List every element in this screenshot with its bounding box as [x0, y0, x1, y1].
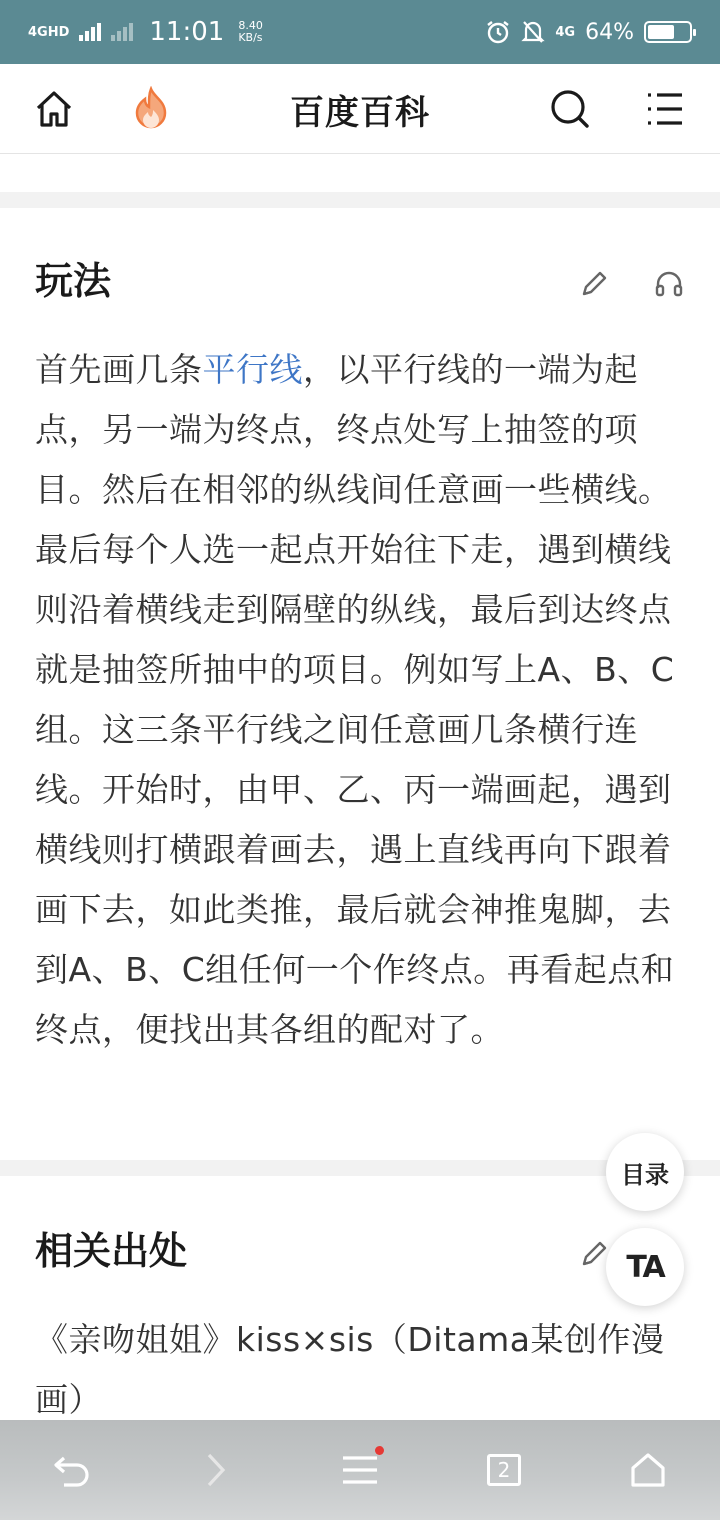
tabs-button[interactable] [468, 1434, 540, 1506]
search-icon[interactable] [547, 86, 593, 132]
clock: 11:01 [149, 17, 225, 47]
alarm-icon [485, 19, 511, 45]
battery-percent: 64% [585, 19, 634, 45]
section-divider [0, 192, 720, 208]
back-button[interactable] [36, 1434, 108, 1506]
hot-flame-icon[interactable] [128, 86, 174, 132]
tab-count-badge: 2 [487, 1454, 521, 1486]
ta-button[interactable]: TA [606, 1228, 684, 1306]
section-title-source: 相关出处 [35, 1229, 188, 1273]
section-text-source: 《亲吻姐姐》kiss×sis（Ditama某创作漫画） [35, 1320, 665, 1419]
status-bar [0, 0, 720, 64]
bottom-navigation [0, 1420, 720, 1520]
signal-icon [79, 23, 101, 41]
home-outline-icon [629, 1452, 667, 1488]
forward-button[interactable] [180, 1434, 252, 1506]
signal-icon-secondary [111, 23, 133, 41]
section-title-play: 玩法 [35, 259, 112, 303]
home-icon[interactable] [31, 86, 77, 132]
section-text-play: 首先画几条平行线，以平行线的一端为起点，另一端为终点，终点处写上抽签的项目。然后在相邻的纵线间任意画一些横线。最后每个人选一起点开始往下走，遇到横线则沿着横线走到隔壁的纵线，最后到达终点就是抽签所抽中的项目。例如写上A、B、C组。这三条平行线之间任意画几条横行连线。开始时，由甲、乙、丙一端画起，遇到横线则打横跟着画去，遇上直线再向下跟着画下去，如此类推，最后就会神推鬼脚，去到A、B、C组任何一个作终点。再看起点和终点，便找出其各组的配对了。 [35, 350, 675, 1049]
toc-button[interactable]: 目录 [606, 1133, 684, 1211]
page-title: 百度百科 [290, 92, 430, 133]
back-arrow-icon [52, 1452, 92, 1488]
edit-pencil-icon[interactable] [578, 266, 612, 300]
network-type: 4GHD [28, 24, 70, 40]
headphones-icon[interactable] [652, 266, 686, 300]
home-nav-button[interactable] [612, 1434, 684, 1506]
network-type-2: 4G [555, 24, 576, 40]
battery-icon [644, 21, 692, 43]
net-speed: 8.40 KB/s [238, 19, 263, 44]
hamburger-icon [341, 1454, 379, 1486]
mute-bell-icon [521, 19, 545, 45]
app-header [0, 64, 720, 154]
menu-icon[interactable] [642, 86, 688, 132]
forward-chevron-icon [204, 1451, 228, 1489]
menu-button[interactable] [324, 1434, 396, 1506]
notification-dot [375, 1446, 384, 1455]
link-parallel-lines[interactable]: 平行线 [202, 350, 303, 389]
